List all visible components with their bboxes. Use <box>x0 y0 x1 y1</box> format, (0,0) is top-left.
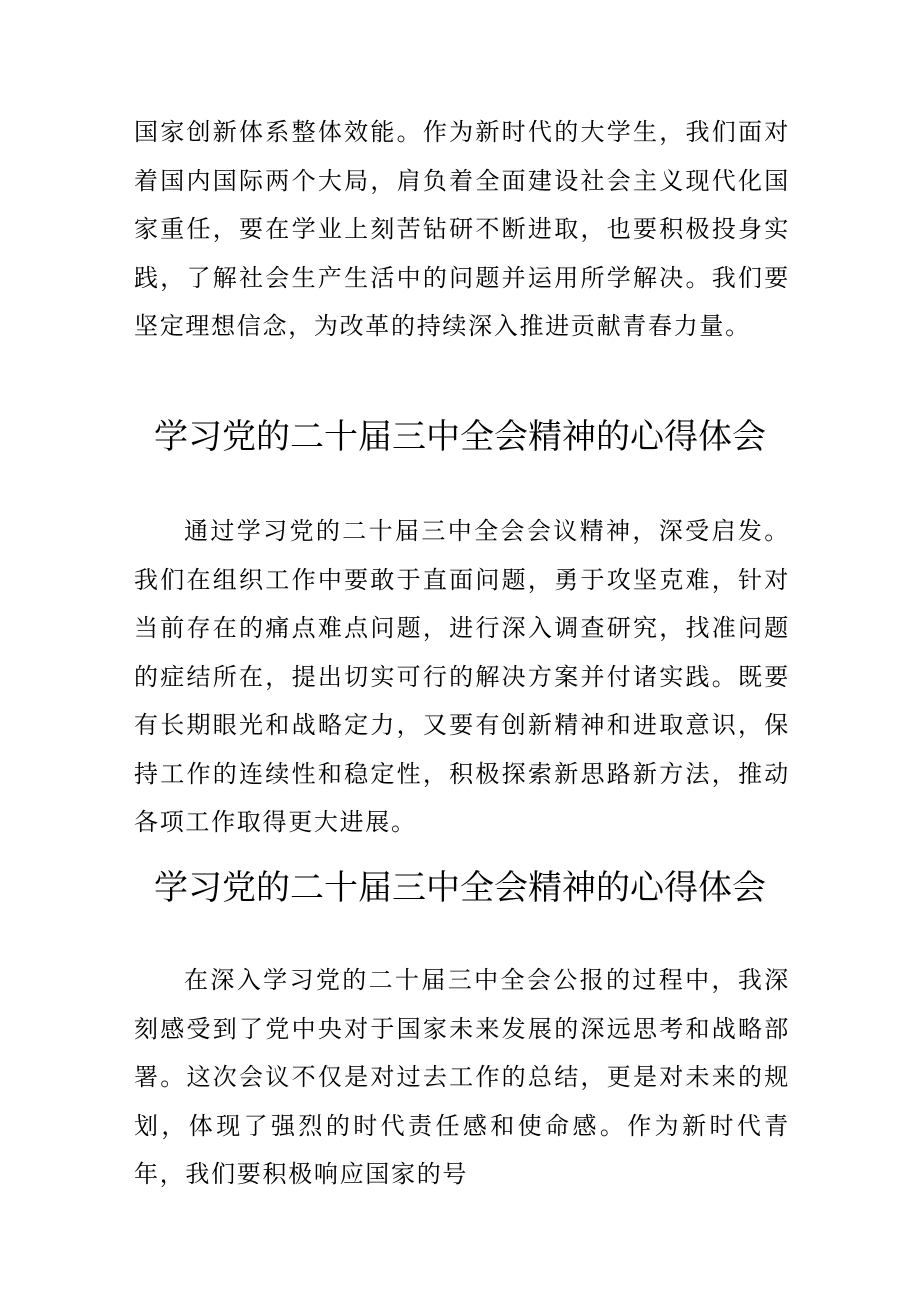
section-body-1: 通过学习党的二十届三中全会会议精神，深受启发。我们在组织工作中要敢于直面问题，勇于攻坚克难，针对当前存在的痛点难点问题，进行深入调查研究，找准问题的症结所在，提出切实可行的解决方案并付诸实践。既要有长期眼光和战略定力，又要有创新精神和进取意识，保持工作的连续性和稳定性，积极探索新思路新方法，推动各项工作取得更大进展。 <box>134 517 790 836</box>
continued-paragraph: 国家创新体系整体效能。作为新时代的大学生，我们面对着国内国际两个大局，肩负着全面建设社会主义现代化国家重任，要在学业上刻苦钻研不断进取，也要积极投身实践，了解社会生产生活中的问题并运用所学解决。我们要坚定理想信念，为改革的持续深入推进贡献青春力量。 <box>134 118 790 340</box>
section-body-2: 在深入学习党的二十届三中全会公报的过程中，我深刻感受到了党中央对于国家未来发展的深远思考和战略部署。这次会议不仅是对过去工作的总结，更是对未来的规划，体现了强烈的时代责任感和使命感。作为新时代青年，我们要积极响应国家的号 <box>134 966 790 1188</box>
section-title-2: 学习党的二十届三中全会精神的心得体会 <box>154 868 766 908</box>
section-title-1: 学习党的二十届三中全会精神的心得体会 <box>154 417 766 457</box>
